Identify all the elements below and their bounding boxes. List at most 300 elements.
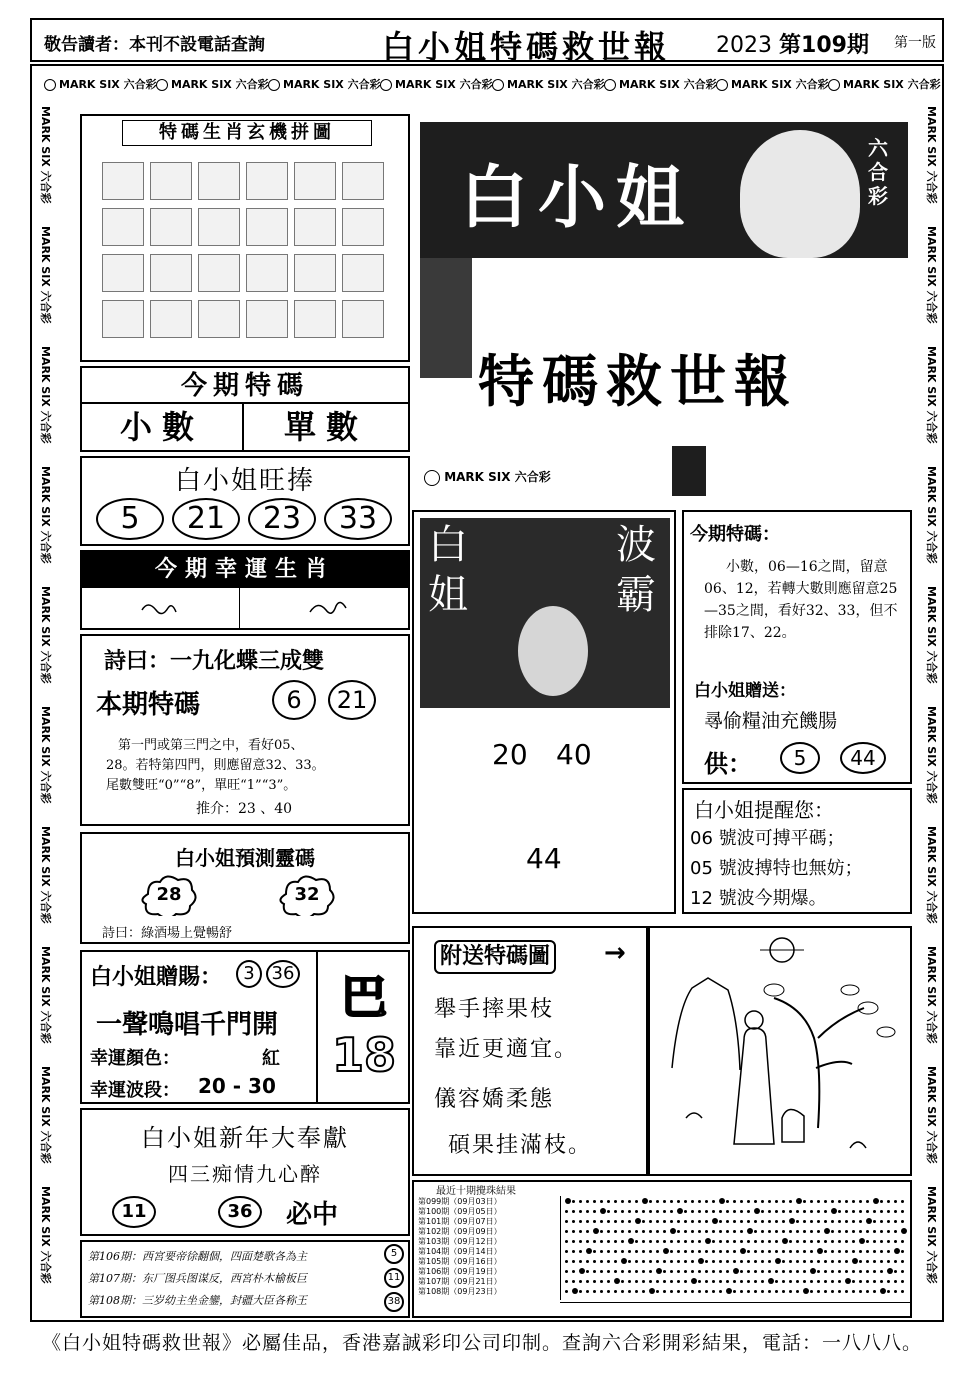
history-chart-cell: [726, 1270, 729, 1273]
brand-vertical: MARK SIX 六合彩: [925, 106, 938, 204]
brand-en: MARK SIX: [619, 78, 680, 91]
gift-wave-label: 幸運波段：: [90, 1080, 180, 1101]
history-chart-cell: [747, 1250, 750, 1253]
history-chart-cell: [607, 1260, 610, 1263]
history-chart-cell: [845, 1250, 848, 1253]
history-chart-cell: [873, 1250, 876, 1253]
history-chart-cell: [719, 1220, 722, 1223]
brand-vertical: MARK SIX 六合彩: [39, 466, 52, 564]
history-chart-cell: [733, 1290, 736, 1293]
history-chart-cell: [600, 1290, 603, 1293]
history-chart-cell: [621, 1240, 624, 1243]
history-chart-cell: [810, 1268, 816, 1274]
masthead-photo-left: [420, 258, 472, 378]
six-ring-icon: [380, 79, 392, 91]
history-chart-cell: [677, 1260, 680, 1263]
history-chart-cell: [894, 1290, 897, 1293]
history-chart-cell: [705, 1238, 711, 1244]
history-chart-cell: [838, 1240, 841, 1243]
number-ball: 11: [384, 1268, 404, 1288]
history-chart-cell: [789, 1218, 795, 1224]
history-chart-cell: [761, 1210, 764, 1213]
masthead-brand: [424, 468, 551, 486]
history-chart-cell: [614, 1290, 617, 1293]
history-chart-cell: [761, 1220, 764, 1223]
history-chart-cell: [712, 1218, 718, 1224]
history-chart-cell: [663, 1248, 669, 1254]
history-chart-cell: [761, 1280, 764, 1283]
special-option-odd: 單數: [283, 408, 368, 446]
brand-zh: 六合彩: [347, 78, 381, 91]
history-chart-cell: [775, 1230, 778, 1233]
history-chart-cell: [656, 1290, 659, 1293]
history-chart-cell: [628, 1260, 631, 1263]
history-chart-cell: [803, 1200, 806, 1203]
history-chart-cell: [789, 1290, 792, 1293]
puzzle-piece: [342, 300, 384, 338]
history-chart-cell: [586, 1260, 589, 1263]
history-chart-cell: [600, 1230, 603, 1233]
history-chart-cell: [866, 1280, 869, 1283]
poster-number: 20: [492, 738, 528, 771]
history-chart-cell: [677, 1290, 680, 1293]
history-chart-cell: [740, 1200, 743, 1203]
history-chart-cell: [712, 1210, 715, 1213]
history-chart-cell: [887, 1200, 890, 1203]
history-chart-cell: [838, 1220, 841, 1223]
history-chart-cell: [593, 1260, 596, 1263]
history-chart-cell: [593, 1280, 596, 1283]
history-chart-cell: [705, 1220, 708, 1223]
history-chart-cell: [628, 1220, 631, 1223]
history-chart-cell: [740, 1248, 746, 1254]
history-chart-cell: [782, 1280, 785, 1283]
history-chart-cell: [635, 1200, 638, 1203]
history-chart-cell: [600, 1240, 603, 1243]
history-chart-cell: [824, 1220, 827, 1223]
history-chart-cell: [873, 1270, 876, 1273]
masthead-corner: 六合彩: [868, 136, 888, 208]
history-chart-cell: [824, 1210, 827, 1213]
six-ring-icon: [268, 79, 280, 91]
masthead-subtitle: 特碼救世報: [478, 349, 798, 415]
six-ring-icon: [424, 470, 440, 486]
history-chart-cell: [761, 1230, 764, 1233]
history-chart-cell: [586, 1230, 589, 1233]
history-chart-cell: [775, 1220, 778, 1223]
history-chart-cell: [663, 1230, 666, 1233]
history-chart-cell: [831, 1220, 834, 1223]
history-chart-cell: [873, 1240, 876, 1243]
history-chart-cell: [607, 1200, 610, 1203]
history-chart-cell: [901, 1250, 904, 1253]
history-chart-cell: [614, 1210, 617, 1213]
history-chart-cell: [817, 1220, 820, 1223]
gift-title: 白小姐贈賜：: [90, 965, 223, 990]
history-chart-cell: [740, 1270, 743, 1273]
history-chart-cell: [838, 1260, 841, 1263]
number-ball: 21: [172, 498, 240, 540]
history-chart-cell: [705, 1210, 708, 1213]
history-chart-cell: [621, 1258, 627, 1264]
history-chart-cell: [698, 1250, 701, 1253]
history-chart-cell: [754, 1250, 757, 1253]
six-ring-icon: [604, 79, 616, 91]
brand-en: MARK SIX: [731, 78, 792, 91]
history-chart-cell: [663, 1260, 666, 1263]
brand-vertical: MARK SIX 六合彩: [39, 346, 52, 444]
gift-color-label: 幸運顏色：: [90, 1048, 180, 1069]
history-chart-cell: [663, 1200, 666, 1203]
brand-en: MARK SIX: [59, 78, 120, 91]
history-chart-cell: [880, 1240, 883, 1243]
history-chart-cell: [593, 1220, 596, 1223]
history-chart-cell: [698, 1200, 701, 1203]
puzzle-piece: [294, 162, 336, 200]
history-chart-cell: [649, 1250, 652, 1253]
history-chart-cell: [845, 1210, 848, 1213]
history-chart-cell: [894, 1240, 897, 1243]
history-chart-cell: [817, 1260, 820, 1263]
history-chart-cell: [635, 1218, 641, 1224]
history-chart-cell: [726, 1280, 729, 1283]
lady-tree-illustration: [650, 928, 910, 1174]
poem-special-label: 本期特碼: [96, 690, 201, 720]
number-ball: 5: [96, 498, 164, 540]
history-chart-cell: [754, 1230, 757, 1233]
poster-number: 44: [526, 842, 562, 875]
history-chart-cell: [859, 1200, 862, 1203]
brand-zh: 六合彩: [571, 78, 605, 91]
brand-en: MARK SIX: [283, 78, 344, 91]
history-chart-cell: [831, 1240, 834, 1243]
history-chart-cell: [733, 1210, 736, 1213]
history-chart-cell: [684, 1200, 687, 1203]
history-chart-cell: [852, 1230, 855, 1233]
brand-vertical: MARK SIX 六合彩: [925, 586, 938, 684]
history-chart-cell: [621, 1230, 624, 1233]
brand-vertical: MARK SIX 六合彩: [39, 226, 52, 324]
history-chart-cell: [887, 1230, 890, 1233]
history-chart-cell: [712, 1270, 715, 1273]
history-chart-row-label: 第103期（09月12日）: [418, 1237, 502, 1246]
history-chart-cell: [831, 1250, 834, 1253]
history-chart-cell: [628, 1230, 631, 1233]
history-chart-cell: [754, 1260, 757, 1263]
history-chart-cell: [656, 1268, 662, 1274]
poem-analysis-2: 28。若特第四門，則應留意32、33。: [106, 758, 325, 773]
history-chart-cell: [838, 1200, 841, 1203]
history-chart-cell: [845, 1278, 851, 1284]
history-chart-cell: [642, 1220, 645, 1223]
history-chart-cell: [670, 1228, 676, 1234]
history-chart-cell: [579, 1230, 582, 1233]
puzzle-piece: [150, 300, 192, 338]
attached-title: 附送特碼圖: [434, 940, 556, 974]
history-chart-cell: [880, 1210, 883, 1213]
history-chart-cell: [845, 1290, 848, 1293]
history-chart-cell: [684, 1260, 687, 1263]
history-chart-cell: [565, 1220, 568, 1223]
history-chart-cell: [824, 1280, 827, 1283]
history-chart-cell: [852, 1280, 855, 1283]
history-chart-cell: [579, 1250, 582, 1253]
history-chart-cell: [726, 1220, 729, 1223]
analysis-gift-label: 供：: [704, 750, 752, 778]
history-chart-cell: [600, 1200, 603, 1203]
history-chart-cell: [656, 1250, 659, 1253]
history-chart-cell: [635, 1210, 638, 1213]
header-issue-prefix: 第: [779, 33, 802, 58]
brand-vertical: MARK SIX 六合彩: [39, 106, 52, 204]
history-chart-cell: [796, 1290, 799, 1293]
reminder-title: 白小姐提醒您：: [694, 798, 834, 822]
history-chart-cell: [719, 1198, 725, 1204]
history-chart-cell: [677, 1240, 680, 1243]
history-chart-cell: [901, 1290, 904, 1293]
history-chart-cell: [642, 1280, 645, 1283]
history-chart-cell: [789, 1280, 792, 1283]
history-chart-cell: [754, 1208, 760, 1214]
history-chart-cell: [684, 1210, 687, 1213]
history-chart-cell: [733, 1230, 736, 1233]
history-chart-cell: [761, 1240, 764, 1243]
history-chart-cell: [866, 1260, 869, 1263]
history-chart-cell: [635, 1230, 638, 1233]
brand-vertical: MARK SIX 六合彩: [925, 1186, 938, 1284]
history-chart-cell: [656, 1210, 659, 1213]
history-chart-cell: [628, 1250, 631, 1253]
history-chart-cell: [754, 1270, 757, 1273]
history-chart-row-label: 第107期（09月21日）: [418, 1277, 502, 1286]
history-chart-cell: [628, 1280, 631, 1283]
history-chart-cell: [894, 1230, 897, 1233]
history-chart-row-label: 第100期（09月05日）: [418, 1207, 502, 1216]
history-chart-cell: [747, 1200, 750, 1203]
history-chart-cell: [768, 1220, 771, 1223]
history-chart-cell: [852, 1290, 855, 1293]
header-year: 2023: [716, 33, 772, 58]
history-chart-cell: [817, 1230, 820, 1233]
brand-vertical: MARK SIX 六合彩: [925, 1066, 938, 1164]
analysis-gift-title: 白小姐贈送：: [694, 681, 796, 701]
history-chart-cell: [845, 1230, 848, 1233]
puzzle-piece: [294, 254, 336, 292]
zodiac-sketch-left: [82, 588, 240, 628]
brand-vertical: MARK SIX 六合彩: [39, 946, 52, 1044]
history-chart-cell: [586, 1200, 589, 1203]
poster-right-text: 波霸: [616, 522, 656, 618]
brand-vertical: MARK SIX 六合彩: [925, 826, 938, 924]
history-chart-cell: [691, 1240, 694, 1243]
history-chart-cell: [656, 1260, 659, 1263]
history-chart-cell: [894, 1270, 897, 1273]
history-chart-cell: [635, 1270, 638, 1273]
history-chart-cell: [565, 1230, 568, 1233]
history-chart-cell: [747, 1280, 750, 1283]
history-chart-cell: [866, 1240, 869, 1243]
history-chart-cell: [866, 1290, 869, 1293]
history-chart-cell: [565, 1270, 568, 1273]
history-chart-cell: [572, 1210, 575, 1213]
history-chart-row-label: 第105期（09月16日）: [418, 1257, 502, 1266]
history-chart-cell: [894, 1248, 900, 1254]
history-chart-cell: [796, 1220, 799, 1223]
history-chart-cell: [901, 1228, 907, 1234]
history-chart-cell: [740, 1290, 743, 1293]
puzzle-piece: [342, 254, 384, 292]
history-chart-cell: [817, 1200, 820, 1203]
history-chart-cell: [796, 1280, 799, 1283]
header-edition: 第一版: [894, 35, 936, 51]
history-chart-cell: [880, 1230, 883, 1233]
history-chart-cell: [614, 1278, 620, 1284]
history-chart-cell: [901, 1200, 904, 1203]
history-chart-cell: [663, 1240, 666, 1243]
attached-line: 碩果挂滿枝。: [448, 1133, 593, 1158]
history-chart-cell: [635, 1240, 638, 1243]
history-chart-cell: [789, 1250, 792, 1253]
history-chart-cell: [733, 1240, 736, 1243]
history-chart-cell: [775, 1240, 778, 1243]
history-chart-cell: [803, 1280, 806, 1283]
header-issue-num: 109: [801, 33, 847, 58]
history-chart-cell: [782, 1238, 788, 1244]
history-chart-cell: [880, 1260, 883, 1263]
number-ball: 21: [328, 680, 376, 720]
brand-en: MARK SIX: [843, 78, 904, 91]
brand-strip-top: [44, 74, 941, 96]
history-chart-cell: [621, 1250, 624, 1253]
newyear-panel: [80, 1108, 410, 1236]
history-chart-cell: [726, 1260, 729, 1263]
history-chart-cell: [614, 1200, 617, 1203]
reminder-num: 06: [690, 828, 713, 849]
history-chart-cell: [740, 1240, 743, 1243]
history-chart-cell: [614, 1230, 617, 1233]
predict-poem: 詩曰：綠酒場上覺暢舒: [102, 926, 233, 941]
history-chart-cell: [880, 1288, 886, 1294]
history-chart-cell: [677, 1220, 680, 1223]
reminder-text: 號波搏特也無妨；: [718, 858, 863, 879]
history-chart-cell: [866, 1218, 872, 1224]
history-chart-cell: [726, 1230, 729, 1233]
special-option-small: 小數: [82, 404, 244, 450]
zodiac-puzzle-panel: [80, 114, 410, 362]
history-chart-cell: [677, 1280, 680, 1283]
history-chart-title: 最近十期攪珠結果: [436, 1186, 516, 1197]
history-chart-row-label: 第104期（09月14日）: [418, 1247, 502, 1256]
history-chart-cell: [782, 1210, 785, 1213]
history-chart-cell: [586, 1240, 589, 1243]
gift-color-value: 紅: [262, 1048, 280, 1069]
history-chart-cell: [628, 1238, 634, 1244]
history-chart-cell: [796, 1270, 799, 1273]
history-chart-cell: [649, 1210, 652, 1213]
history-chart-cell: [628, 1270, 631, 1273]
history-chart-cell: [796, 1230, 799, 1233]
history-chart-cell: [887, 1290, 890, 1293]
history-chart-cell: [621, 1290, 624, 1293]
history-chart-cell: [894, 1220, 897, 1223]
history-chart-cell: [824, 1270, 827, 1273]
history-chart-cell: [712, 1260, 715, 1263]
history-chart-cell: [838, 1290, 841, 1293]
poster-left-text: 白姐: [428, 522, 468, 618]
history-chart-cell: [810, 1210, 813, 1213]
history-chart-cell: [663, 1220, 666, 1223]
history-chart-cell: [719, 1270, 722, 1273]
masthead-name: 白小姐: [460, 158, 695, 238]
history-chart-cell: [859, 1230, 862, 1233]
history-chart-cell: [852, 1250, 855, 1253]
puzzle-piece: [198, 162, 240, 200]
history-chart-cell: [803, 1270, 806, 1273]
history-chart-cell: [852, 1210, 855, 1213]
number-ball: 36: [266, 960, 300, 988]
history-chart-cell: [901, 1240, 904, 1243]
history-chart-cell: [866, 1200, 869, 1203]
history-chart-cell: [579, 1290, 582, 1293]
puzzle-piece: [342, 208, 384, 246]
history-chart-cell: [852, 1258, 858, 1264]
history-chart-cell: [803, 1250, 806, 1253]
puzzle-piece: [102, 162, 144, 200]
number-ball: 33: [324, 498, 392, 540]
history-chart-cell: [740, 1220, 743, 1223]
history-chart-cell: [824, 1290, 827, 1293]
poster-number: 40: [556, 738, 592, 771]
history-chart-cell: [873, 1290, 876, 1293]
brand-vertical: MARK SIX 六合彩: [39, 826, 52, 924]
history-chart-cell: [670, 1240, 673, 1243]
history-chart-cell: [866, 1210, 869, 1213]
history-chart-cell: [691, 1260, 694, 1263]
history-chart-cell: [684, 1290, 687, 1293]
history-chart-cell: [628, 1210, 631, 1213]
history-chart-cell: [761, 1270, 764, 1273]
history-chart-cell: [677, 1270, 680, 1273]
history-chart-cell: [859, 1270, 862, 1273]
history-chart-cell: [782, 1260, 785, 1263]
history-chart-cell: [719, 1260, 722, 1263]
history-chart-cell: [824, 1200, 827, 1203]
history-chart-cell: [817, 1280, 820, 1283]
history-chart-cell: [852, 1240, 855, 1243]
puzzle-piece: [294, 300, 336, 338]
history-chart-dots: [560, 1196, 910, 1300]
history-chart-row-label: 第102期（09月09日）: [418, 1227, 502, 1236]
special-title: 今期特碼: [82, 368, 408, 404]
number-ball: 44: [840, 742, 886, 774]
history-chart-cell: [782, 1290, 785, 1293]
history-chart-cell: [600, 1260, 603, 1263]
history-chart-cell: [663, 1290, 666, 1293]
history-chart-cell: [887, 1220, 890, 1223]
history-line: 第106期：西宮要帝徐翻個，四面楚歌各為主: [88, 1250, 307, 1263]
puzzle-piece: [246, 254, 288, 292]
history-chart-cell: [838, 1280, 841, 1283]
poem-recommend: 推介：23 、40: [196, 801, 293, 817]
puzzle-piece: [102, 208, 144, 246]
header-notice: 敬告讀者：本刊不設電話查詢: [44, 35, 265, 55]
history-chart-cell: [887, 1250, 890, 1253]
poem-line: 詩曰：一九化蝶三成雙: [104, 649, 325, 674]
puzzle-piece: [246, 300, 288, 338]
history-chart-cell: [775, 1280, 778, 1283]
history-chart-cell: [754, 1200, 757, 1203]
history-chart-cell: [803, 1288, 809, 1294]
